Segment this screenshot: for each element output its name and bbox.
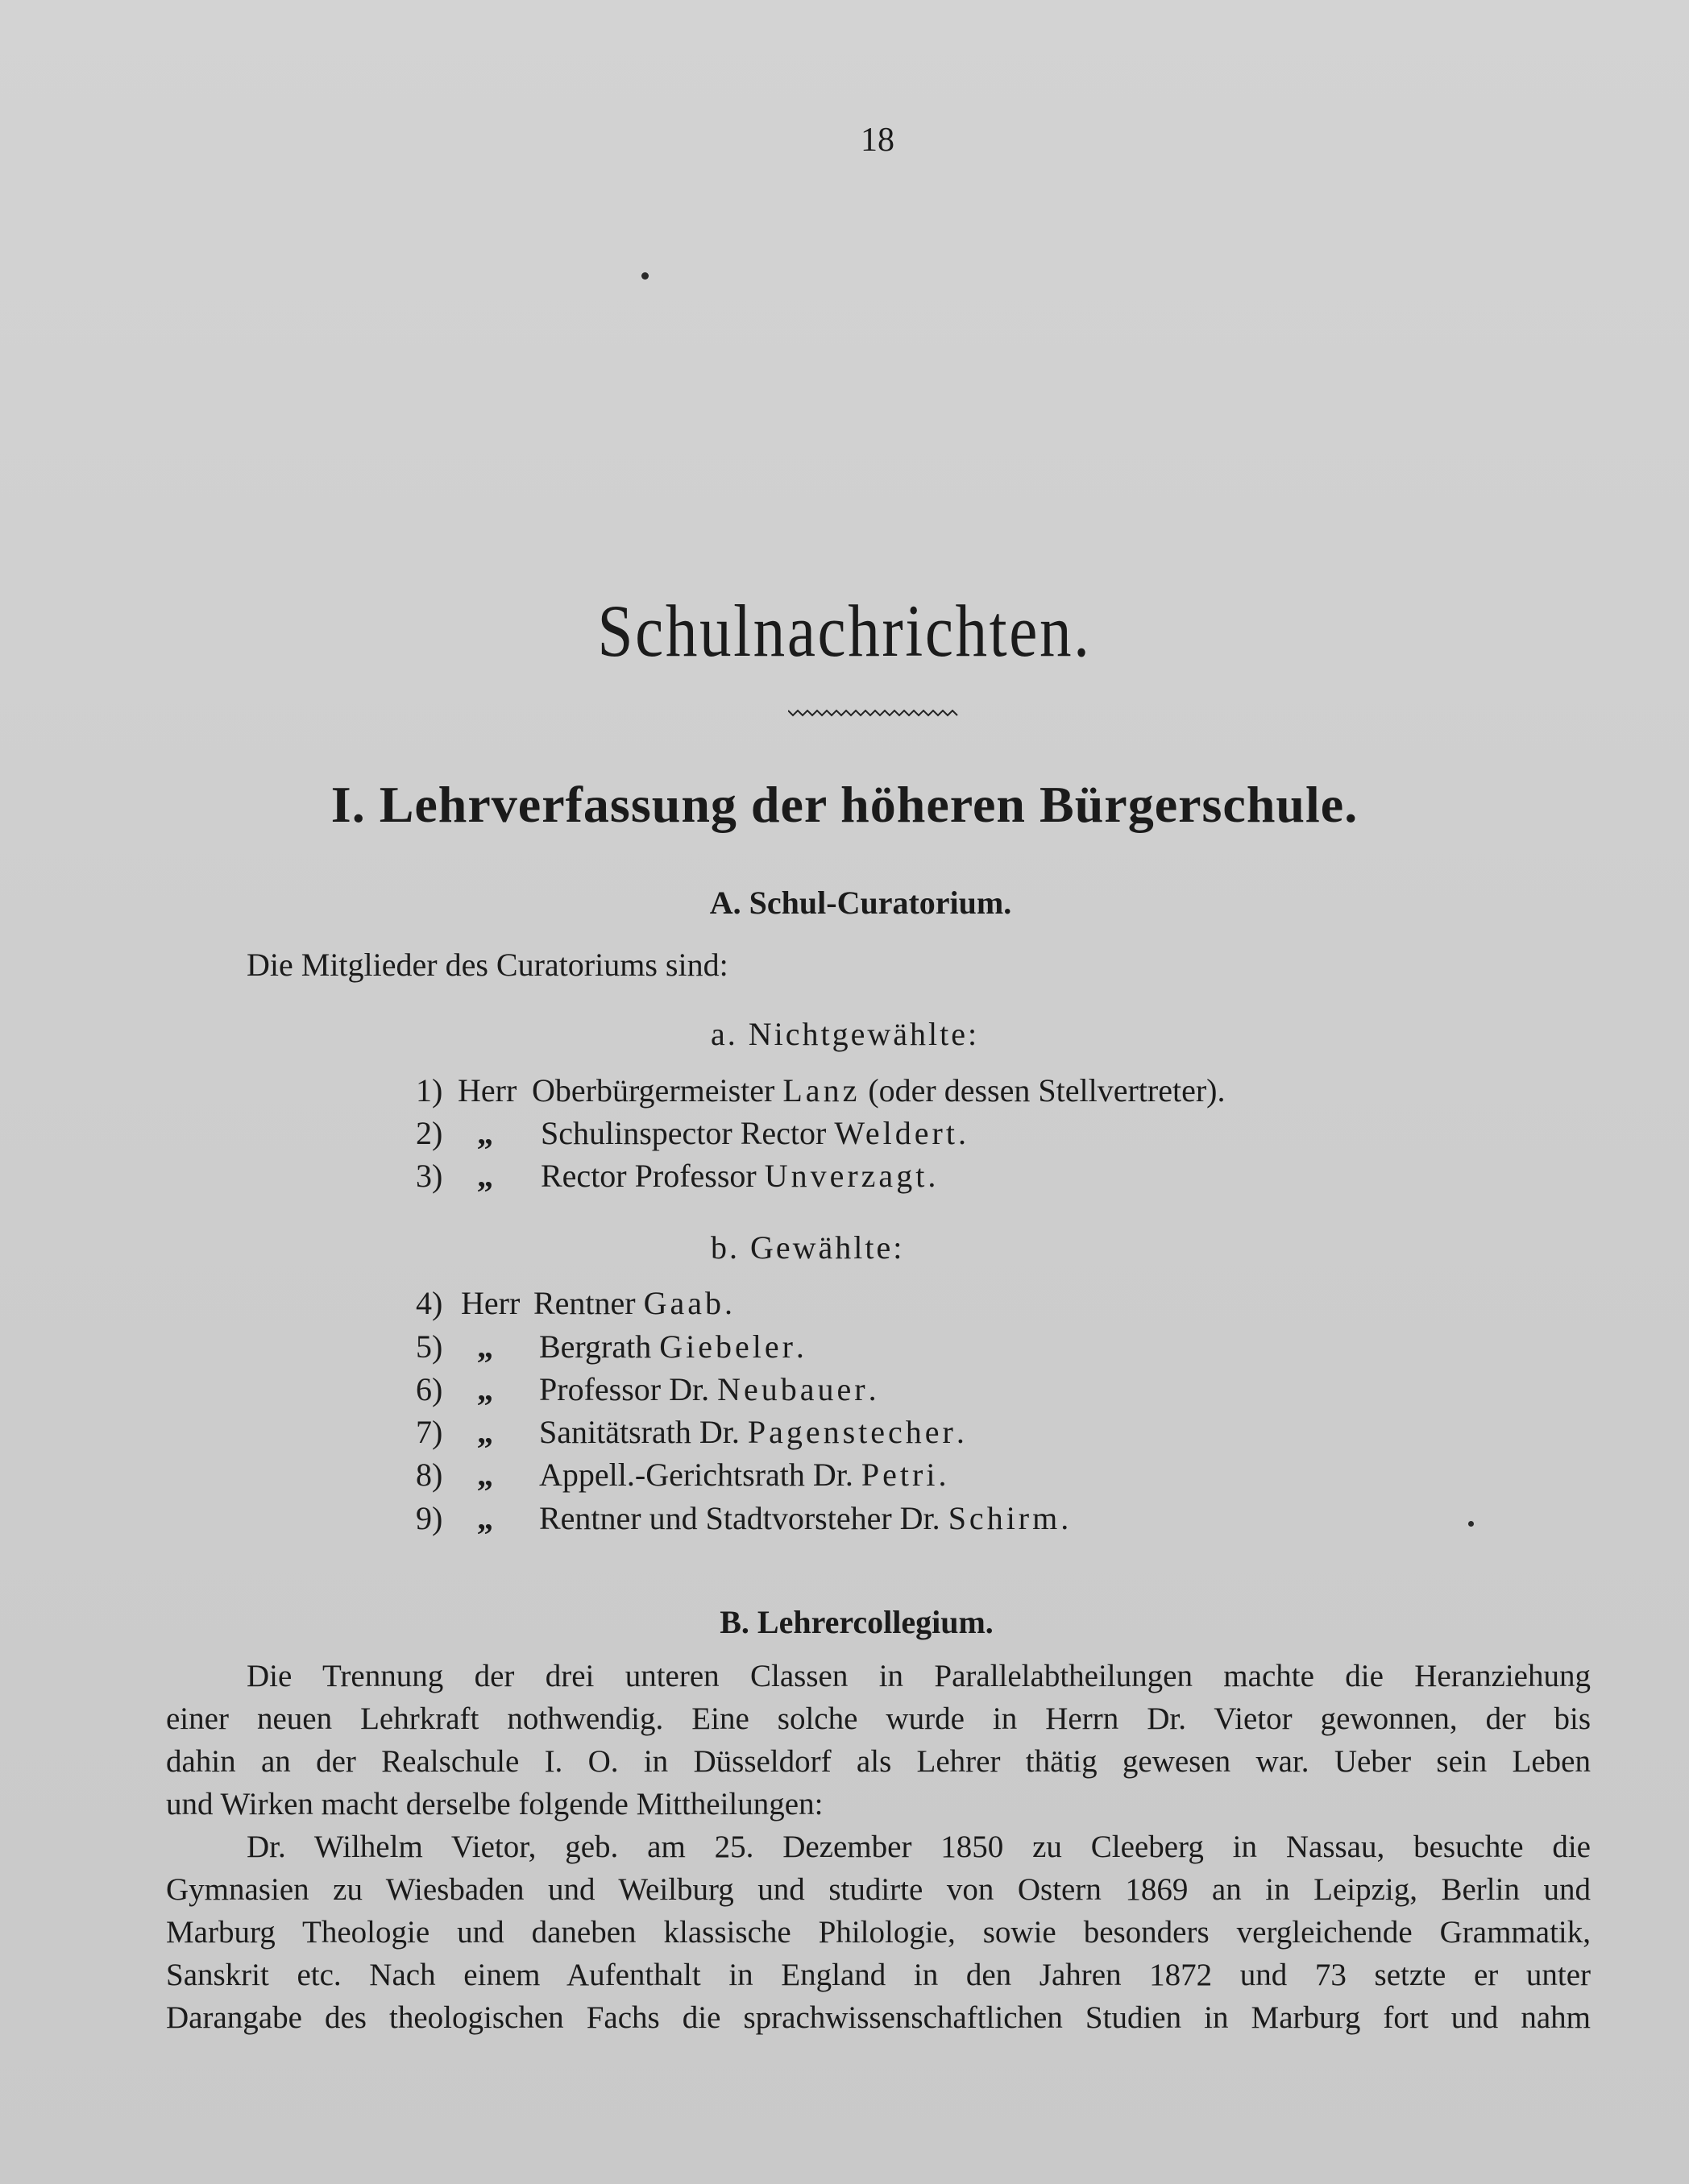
ink-speck	[1468, 1521, 1474, 1527]
member-name: Petri	[861, 1457, 939, 1493]
member-name: Lanz	[782, 1072, 861, 1109]
group-b-label: b. Gewählte:	[711, 1229, 905, 1266]
paragraph-line: Die Trennung der drei unteren Classen in Parallelabtheilungen machte die Heranziehung	[247, 1659, 1591, 1693]
member-title-suffix: .	[927, 1158, 936, 1194]
page-number: 18	[861, 122, 894, 159]
paragraph-line: Sanskrit etc. Nach einem Aufenthalt in England in den Jahren 1872 und 73 setzte er unter	[166, 1958, 1591, 1992]
member-title-suffix: .	[956, 1414, 965, 1450]
member-title-suffix: .	[795, 1328, 804, 1365]
member-title: Professor Dr.	[539, 1371, 718, 1407]
member-title-suffix: .	[1060, 1500, 1069, 1536]
subsection-a-heading: A. Schul-Curatorium.	[709, 885, 1012, 921]
member-name: Gaab	[643, 1285, 725, 1321]
ditto-mark: „	[477, 1371, 493, 1407]
member-title: Bergrath	[539, 1328, 660, 1365]
member-name: Neubauer	[717, 1371, 869, 1407]
member-number: 4)	[416, 1285, 443, 1321]
paragraph-line: Dr. Wilhelm Vietor, geb. am 25. Dezember 1850 zu Cleeberg in Nassau, besuchte die	[247, 1830, 1591, 1864]
member-number: 5)	[416, 1328, 443, 1365]
member-title-suffix: .	[938, 1457, 947, 1493]
member-name: Unverzagt	[764, 1158, 928, 1194]
member-number: 9)	[416, 1500, 443, 1536]
member-title: Rentner und Stadtvorsteher Dr.	[539, 1500, 948, 1536]
paragraph-line: dahin an der Realschule I. O. in Düsseldorf als Lehrer thätig gewesen war. Ueber sein Leben	[166, 1744, 1591, 1779]
ditto-mark: „	[477, 1158, 493, 1194]
member-title-suffix: .	[957, 1115, 966, 1151]
paragraph-vietor-biography	[166, 1826, 1591, 2039]
member-title-suffix: (oder dessen Stellvertreter).	[860, 1072, 1226, 1109]
decorative-rule-icon	[788, 707, 959, 719]
member-title: Rentner	[533, 1285, 644, 1321]
member-prefix: Herr	[458, 1072, 517, 1109]
member-name: Giebeler	[659, 1328, 796, 1365]
member-name: Pagenstecher	[747, 1414, 957, 1450]
paragraph-line: und Wirken macht derselbe folgende Mittheilungen:	[166, 1787, 824, 1821]
member-number: 2)	[416, 1115, 443, 1151]
ditto-mark: „	[477, 1115, 493, 1151]
member-title: Schulinspector Rector	[541, 1115, 835, 1151]
member-prefix: Herr	[461, 1285, 521, 1321]
ditto-mark: „	[477, 1328, 493, 1365]
member-number: 8)	[416, 1457, 443, 1493]
paragraph-line: Darangabe des theologischen Fachs die sprachwissenschaftlichen Studien in Marburg fort und nahm	[166, 2000, 1591, 2035]
member-title: Rector Professor	[541, 1158, 765, 1194]
paragraph-line: Marburg Theologie und daneben klassische Philologie, sowie besonders vergleichende Grammatik,	[166, 1915, 1591, 1950]
paragraph-lehrercollegium	[166, 1655, 1591, 1826]
ditto-mark: „	[477, 1500, 493, 1536]
member-name: Weldert	[834, 1115, 958, 1151]
member-number: 6)	[416, 1371, 443, 1407]
member-title-suffix: .	[868, 1371, 877, 1407]
member-title: Sanitätsrath Dr.	[539, 1414, 748, 1450]
group-a-label: a. Nichtgewählte:	[711, 1016, 980, 1052]
ditto-mark: „	[477, 1457, 493, 1493]
page-title: Schulnachrichten.	[597, 590, 1092, 672]
member-name: Schirm	[948, 1500, 1061, 1536]
ditto-mark: „	[477, 1414, 493, 1450]
subsection-b-heading: B. Lehrercollegium.	[720, 1604, 994, 1640]
curatorium-intro: Die Mitglieder des Curatoriums sind:	[247, 947, 728, 983]
ink-speck	[641, 272, 649, 280]
section-heading: I. Lehrverfassung der höheren Bürgerschule.	[330, 776, 1359, 833]
member-title: Appell.-Gerichtsrath Dr.	[539, 1457, 861, 1493]
member-title: Oberbürgermeister	[532, 1072, 783, 1109]
member-number: 3)	[416, 1158, 443, 1194]
member-number: 1)	[416, 1072, 443, 1109]
paragraph-line: einer neuen Lehrkraft nothwendig. Eine solche wurde in Herrn Dr. Vietor gewonnen, der bis	[166, 1701, 1591, 1736]
paragraph-line: Gymnasien zu Wiesbaden und Weilburg und studirte von Ostern 1869 an in Leipzig, Berlin und	[166, 1872, 1591, 1907]
member-number: 7)	[416, 1414, 443, 1450]
member-title-suffix: .	[724, 1285, 733, 1321]
